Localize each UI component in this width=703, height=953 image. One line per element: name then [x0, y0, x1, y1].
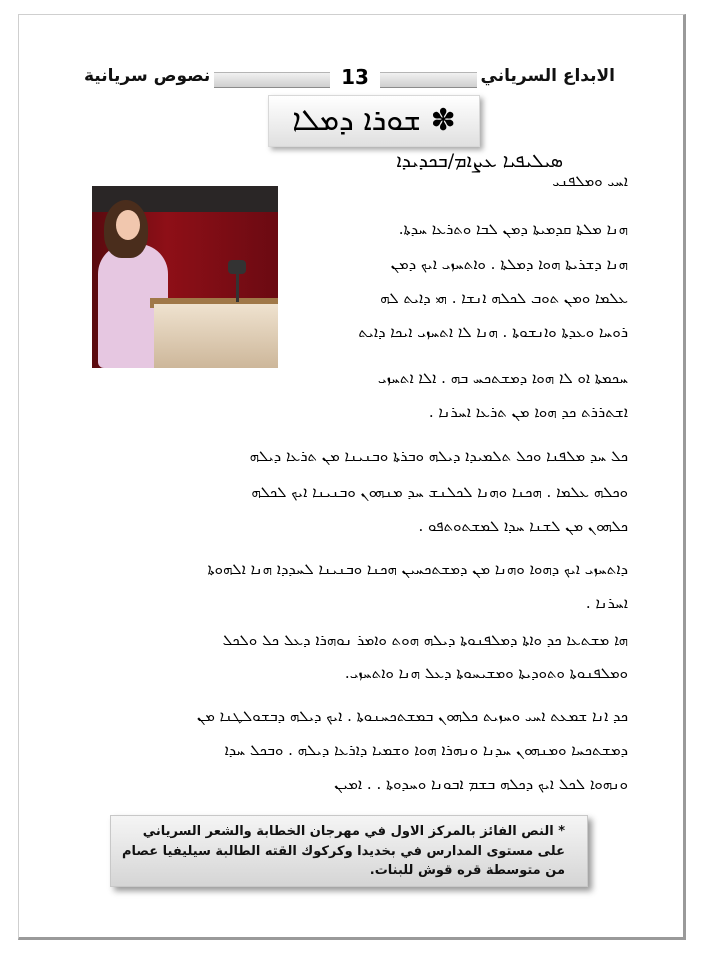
body-line: ܐܚܪܢܐ .	[585, 594, 628, 612]
body-line: ܪܘܚܐ ܘܥܕܬܐ ܘܐܢܫܘܬܐ . ܗܢܐ ܠܐ ܐܬܚܙܝ ܐܝܟܐ ܕܐܝܬ	[358, 323, 628, 341]
body-line: ܗܢܐ ܡܠܬܐ ܩܕܡܝܬܐ ܕܡܢ ܠܒܐ ܘܬܪܥܐ ܚܕܬܐ.	[398, 220, 628, 238]
footnote-line: على مستوى المدارس في بخديدا وكركوك القته الطالبة سيليفيا عصام	[122, 844, 565, 859]
body-line: ܐܫܬܪܪܬ ܟܕ ܗܘܐ ܡܢ ܬܪܥܐ ܐܚܪܢܐ .	[428, 403, 628, 421]
body-line: ܐܚܝ ܘܡܠܦܢܝ	[552, 172, 628, 190]
article-title: ܫܘܪܐ ܕܡܠܐ ✽	[268, 95, 480, 147]
magazine-title: الابداع السرياني	[477, 61, 619, 91]
body-line: ܟܠ ܚܕ ܡܠܦܢܐ ܘܟܠ ܬܠܡܝܕܐ ܕܝܠܗ ܘܒܪܬܐ ܘܒܢܝܢܐ ܡܢ ܬܪܥܐ ܕܝܠܗ	[249, 447, 628, 465]
speaker-photo	[92, 186, 278, 368]
article-author: ܣܝܠܝܦܝܐ ܥܨܐܡ/ܒܟܕܝܕܐ	[396, 150, 563, 172]
body-line: ܟܕ ܐܢܐ ܫܡܥܬ ܐܚܝ ܘܚܙܝܬ ܟܠܗܘܢ ܒܡܫܬܟܚܢܘܬܐ . ܐܝܟ ܕܝܠܗ ܕܒܫܘܠܛܢܐ ܡܢ	[196, 707, 628, 725]
footnote-line: من متوسطة قره قوش للبنات.	[369, 863, 565, 878]
footnote-box	[110, 815, 588, 887]
section-title: نصوص سريانية	[80, 61, 214, 91]
body-line: ܚܟܡܬܐ ܐܘ ܠܐ ܗܘܐ ܕܡܫܬܟܚ ܒܗ . ܐܠܐ ܐܬܚܙܝ	[377, 369, 628, 387]
body-line: ܗܢܐ ܕܫܪܝܬܐ ܗܘܐ ܕܡܠܬܐ . ܘܐܬܚܙܝ ܐܝܟ ܕܡܢ	[390, 255, 628, 273]
footnote-line: * النص الفائز بالمركز الاول في مهرجان الخطابة والشعر السرياني	[142, 824, 565, 839]
body-line: ܘܡܠܦܢܘܬܐ ܘܬܘܕܝܬܐ ܘܡܫܝܚܘܬܐ ܕܥܠ ܗܢܐ ܘܐܬܚܙܝ.	[344, 664, 628, 682]
body-line: ܘܟܠܗ ܥܠܡܐ . ܗܟܢܐ ܘܗܢܐ ܠܟܠܢܫ ܚܕ ܡܢܗܘܢ ܘܒܢܝܢܐ ܐܝܟ ܠܟܠܗ	[251, 483, 628, 501]
body-line: ܕܡܫܬܟܚܐ ܘܡܢܗܘܢ ܚܕܢܐ ܘܢܗܪܐ ܗܘܐ ܘܫܡܝܐ ܕܐܪܥܐ ܕܝܠܗ . ܘܒܟܠ ܚܕܐ	[224, 741, 628, 759]
body-line: ܥܠܡܐ ܘܡܢ ܬܘܒ ܠܟܠܗ ܐܢܫܐ . ܗܝ ܕܐܝܬ ܠܗ	[380, 289, 628, 307]
body-line: ܕܐܬܚܙܝ ܐܝܟ ܕܗܘܐ ܘܗܢܐ ܡܢ ܕܡܫܬܟܚܝܢ ܗܟܢܐ ܘܒܢܝܢܐ ܠܚܕܕܐ ܗܢܐ ܐܠܗܘܬܐ	[207, 560, 628, 578]
page-frame	[18, 14, 686, 940]
page-number: 13	[330, 62, 380, 92]
body-line: ܘܢܗܘܐ ܠܟܠ ܐܝܟ ܕܟܠܗ ܒܫܡ ܐܒܘܢܐ ܘܚܕܘܬܐ . . ܐܡܝܢ	[334, 775, 628, 793]
body-line: ܗܐ ܡܫܬܥܐ ܟܕ ܘܐܬܐ ܕܡܠܦܢܘܬܐ ܕܝܠܗ ܗܘܬ ܘܐܡܪ ܢܘܗܪܐ ܕܥܠ ܟܠ ܘܠܟܠ	[222, 631, 628, 649]
body-line: ܟܠܗܘܢ ܡܢ ܠܫܢܐ ܚܕܐ ܠܡܫܬܘܬܦܘ .	[418, 517, 628, 535]
